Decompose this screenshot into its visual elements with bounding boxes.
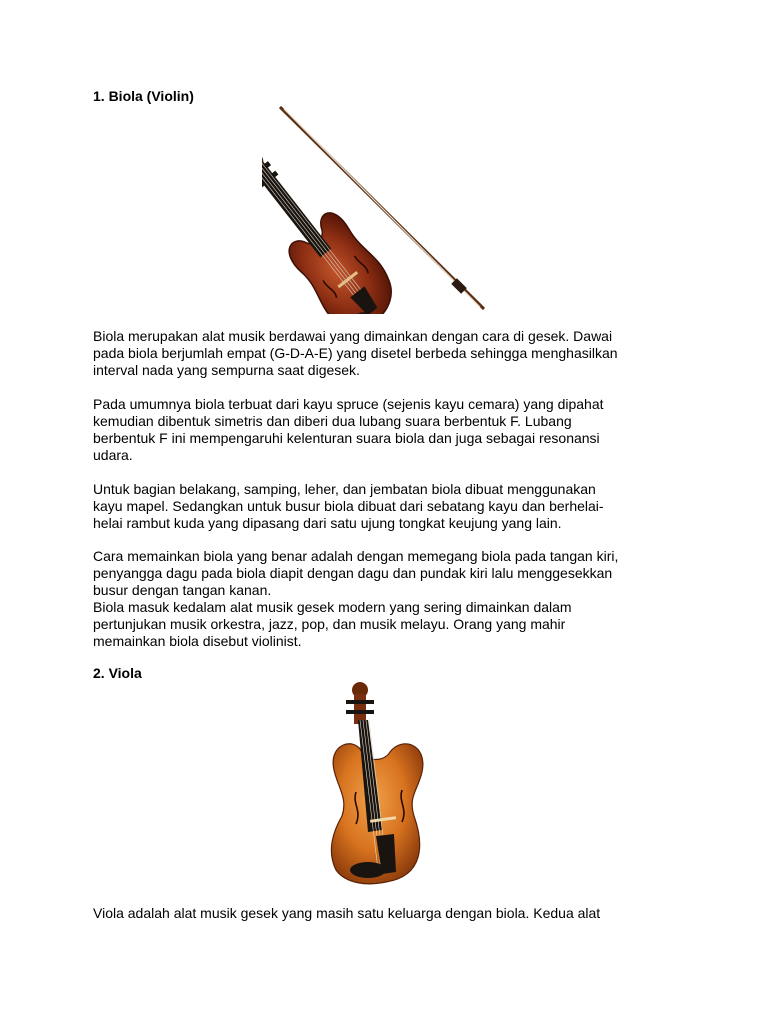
paragraph-violin-3 <box>93 481 693 532</box>
text-line: helai rambut kuda yang dipasang dari satu ujung tongkat keujung yang lain. <box>93 515 562 531</box>
text-line: Biola masuk kedalam alat musik gesek modern yang sering dimainkan dalam <box>93 599 572 615</box>
paragraph-violin-4 <box>93 548 693 650</box>
text-line: pada biola berjumlah empat (G-D-A-E) yang disetel berbeda sehingga menghasilkan <box>93 345 618 361</box>
text-line: pertunjukan musik orkestra, jazz, pop, dan musik melayu. Orang yang mahir <box>93 616 566 632</box>
text-line: memainkan biola disebut violinist. <box>93 633 302 649</box>
paragraph-violin-2 <box>93 396 693 464</box>
text-line: Pada umumnya biola terbuat dari kayu spruce (sejenis kayu cemara) yang dipahat <box>93 396 604 412</box>
section-heading-viola: 2. Viola <box>93 665 142 681</box>
text-line: Viola adalah alat musik gesek yang masih satu keluarga dengan biola. Kedua alat <box>93 905 601 921</box>
text-line: busur dengan tangan kanan. <box>93 582 272 598</box>
text-line: berbentuk F ini mempengaruhi kelenturan suara biola dan juga sebagai resonansi <box>93 430 600 446</box>
violin-image <box>262 104 502 314</box>
text-line: kayu mapel. Sedangkan untuk busur biola dibuat dari sebatang kayu dan berhelai- <box>93 498 604 514</box>
text-line: penyangga dagu pada biola diapit dengan dagu dan pundak kiri lalu menggesekkan <box>93 565 613 581</box>
text-line: Biola merupakan alat musik berdawai yang dimainkan dengan cara di gesek. Dawai <box>93 328 613 344</box>
text-line: kemudian dibentuk simetris dan diberi dua lubang suara berbentuk F. Lubang <box>93 413 572 429</box>
paragraph-viola-1 <box>93 905 693 922</box>
viola-image <box>324 680 448 888</box>
text-line: Untuk bagian belakang, samping, leher, dan jembatan biola dibuat menggunakan <box>93 481 596 497</box>
text-line: Cara memainkan biola yang benar adalah dengan memegang biola pada tangan kiri, <box>93 548 619 564</box>
text-line: interval nada yang sempurna saat digesek. <box>93 362 360 378</box>
text-line: udara. <box>93 447 133 463</box>
section-heading-violin: 1. Biola (Violin) <box>93 88 194 104</box>
paragraph-violin-1 <box>93 328 693 379</box>
